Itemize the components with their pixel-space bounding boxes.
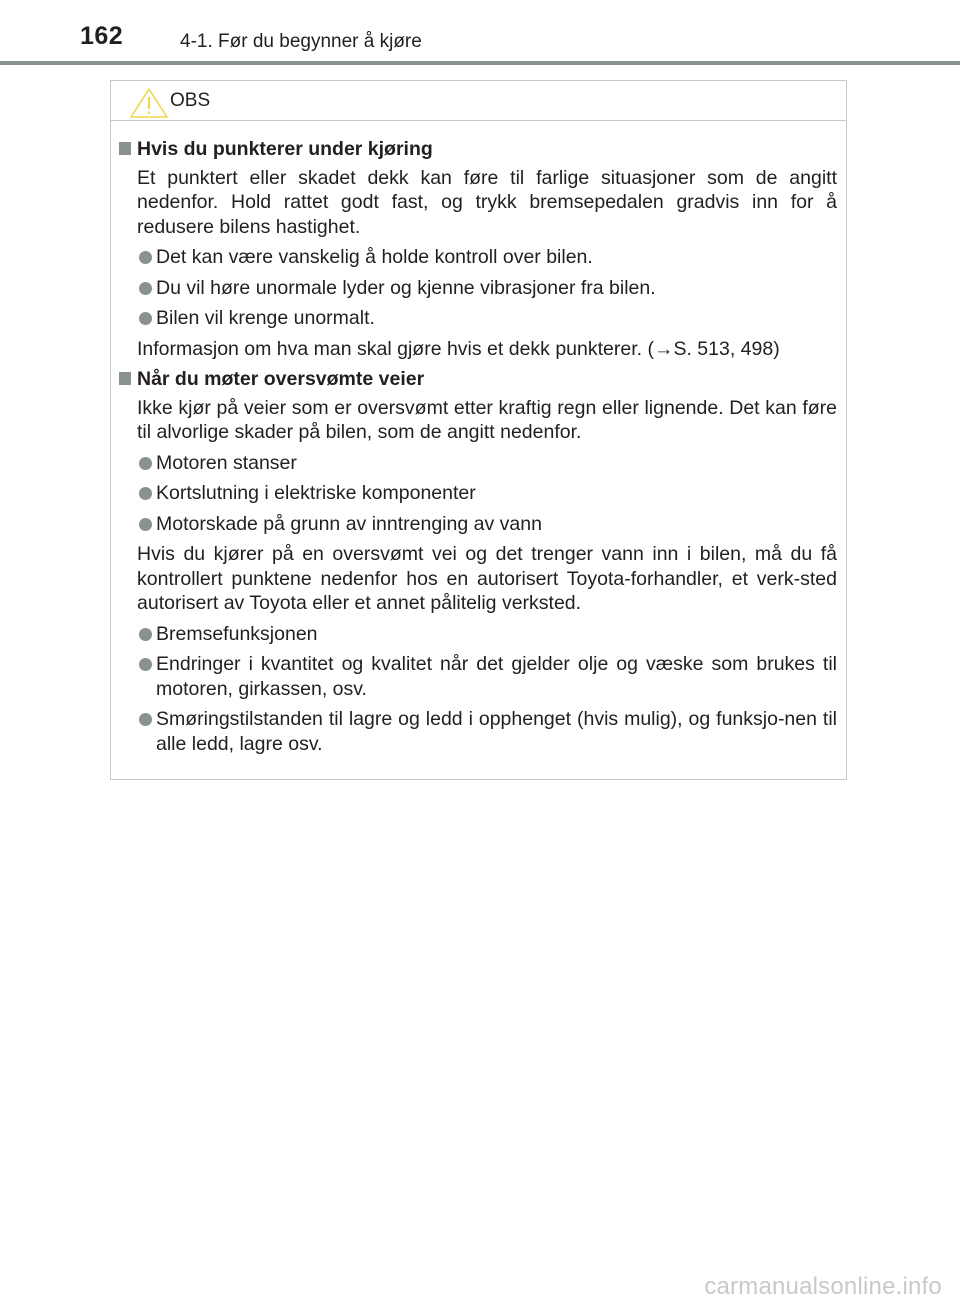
section-heading xyxy=(119,137,837,162)
text: Ikke kjør på veier som er oversvømt etter kraftig regn eller lignende. Det kan føre til alvorlige skader på bilen, som de angitt nedenfor. xyxy=(137,396,837,443)
list-item xyxy=(119,622,837,647)
section-heading xyxy=(119,367,837,392)
round-bullet-icon xyxy=(139,457,152,470)
text: Informasjon om hva man skal gjøre hvis et dekk punkterer. (→S. 513, 498) xyxy=(137,337,780,360)
text: Et punktert eller skadet dekk kan føre til farlige situasjoner som de angitt nedenfor. Hold rattet godt fast, og trykk bremsepedalen gradvis inn for å redusere bilens hastighet. xyxy=(137,166,837,238)
caution-body xyxy=(111,121,846,756)
warning-triangle-icon xyxy=(129,87,169,119)
round-bullet-icon xyxy=(139,282,152,295)
section-title: 4-1. Før du begynner å kjøre xyxy=(180,31,422,52)
round-bullet-icon xyxy=(139,713,152,726)
list-item xyxy=(119,245,837,270)
section-heading-text: Hvis du punkterer under kjøring xyxy=(137,138,433,160)
round-bullet-icon xyxy=(139,251,152,264)
text: Hvis du kjører på en oversvømt vei og det trenger vann inn i bilen, må du få kontrollert punktene nedenfor hos en autorisert Toyota-forhandler, et verk-sted autorisert av Toyota eller et annet pålitelig verksted. xyxy=(137,543,837,614)
square-bullet-icon xyxy=(119,142,131,155)
paragraph xyxy=(119,542,837,616)
round-bullet-icon xyxy=(139,487,152,500)
round-bullet-icon xyxy=(139,628,152,641)
page-number: 162 xyxy=(80,22,124,50)
text: Bilen vil krenge unormalt. xyxy=(156,307,375,329)
list-item xyxy=(119,481,837,506)
paragraph xyxy=(119,166,837,240)
square-bullet-icon xyxy=(119,372,131,385)
round-bullet-icon xyxy=(139,518,152,531)
list-item xyxy=(119,707,837,756)
text: Det kan være vanskelig å holde kontroll over bilen. xyxy=(156,246,593,268)
list-item xyxy=(119,451,837,476)
text: Kortslutning i elektriske komponenter xyxy=(156,482,476,504)
text: Du vil høre unormale lyder og kjenne vibrasjoner fra bilen. xyxy=(156,276,656,299)
section-heading-text: Når du møter oversvømte veier xyxy=(137,368,425,390)
round-bullet-icon xyxy=(139,658,152,671)
caution-label: OBS xyxy=(170,90,211,111)
list-item xyxy=(119,306,837,331)
caution-header xyxy=(111,81,846,121)
round-bullet-icon xyxy=(139,312,152,325)
page-header xyxy=(0,0,960,66)
text: Endringer i kvantitet og kvalitet når det gjelder olje og væske som brukes til motoren, girkassen, osv. xyxy=(156,653,837,700)
text: Smøringstilstanden til lagre og ledd i opphenget (hvis mulig), og funksjo-nen til alle ledd, lagre osv. xyxy=(156,708,837,755)
list-item xyxy=(119,276,837,301)
text: Motorskade på grunn av inntrenging av vann xyxy=(156,512,542,535)
header-rule xyxy=(0,61,960,65)
text: Bremsefunksjonen xyxy=(156,622,318,645)
paragraph xyxy=(119,337,837,362)
paragraph xyxy=(119,396,837,445)
caution-box xyxy=(110,80,847,780)
watermark: carmanualsonline.info xyxy=(704,1273,942,1300)
text: Motoren stanser xyxy=(156,451,297,474)
list-item xyxy=(119,512,837,537)
list-item xyxy=(119,652,837,701)
